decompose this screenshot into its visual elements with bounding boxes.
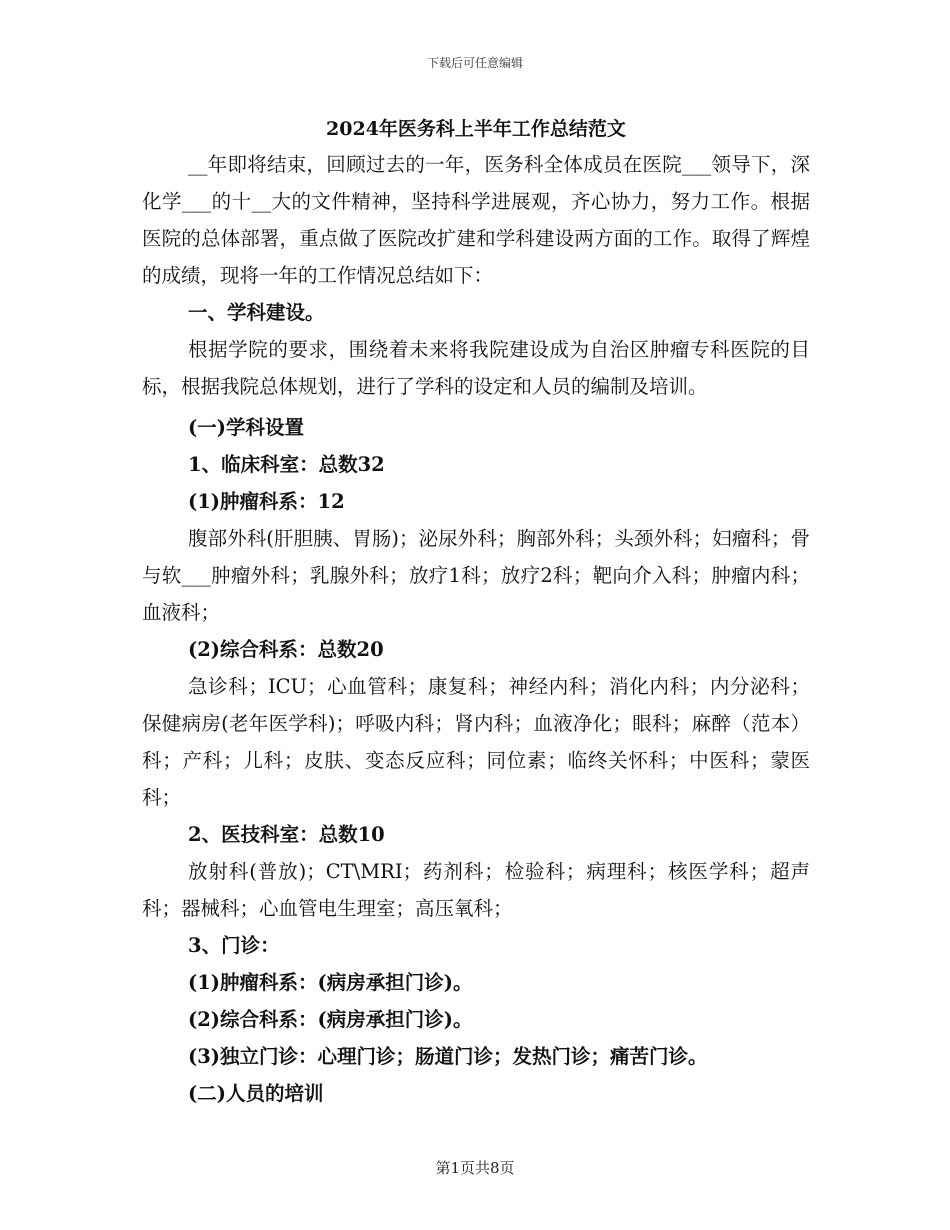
- page-header: 下载后可任意编辑: [426, 56, 523, 70]
- document-title: 2024年医务科上半年工作总结范文: [326, 118, 626, 140]
- page-footer: 第1页共8页: [435, 1159, 515, 1177]
- list-heading: 3、门诊：: [188, 934, 280, 957]
- section-paragraph: 根据学院的要求，围绕着未来将我院建设成为自治区肿瘤专科医院的目标，根据我院总体规划，进行了学科的设定和人员的编制及培训。: [142, 338, 810, 398]
- list-heading: (1)肿瘤科系：12: [188, 490, 345, 513]
- subsection-heading: (二)人员的培训: [188, 1082, 324, 1105]
- department-list: 急诊科；ICU；心血管科；康复科；神经内科；消化内科；内分泌科；保健病房(老年医学科)；呼吸内科；肾内科；血液净化；眼科；麻醉（范本）科；产科；儿科；皮肤、变态反应科；同位素；临终关怀科；中医科；蒙医科；: [142, 675, 810, 809]
- list-heading: (2)综合科系：总数20: [188, 638, 384, 661]
- list-heading: 2、医技科室：总数10: [188, 823, 385, 846]
- list-item: (1)肿瘤科系：(病房承担门诊)。: [188, 971, 473, 994]
- list-item: (3)独立门诊：心理门诊；肠道门诊；发热门诊；痛苦门诊。: [188, 1045, 708, 1068]
- department-list: 腹部外科(肝胆胰、胃肠)；泌尿外科；胸部外科；头颈外科；妇瘤科；骨与软___肿瘤外科；乳腺外科；放疗1科；放疗2科；靶向介入科；肿瘤内科；血液科；: [142, 527, 810, 624]
- department-list: 放射科(普放)；CT\MRI；药剂科；检验科；病理科；核医学科；超声科；器械科；心血管电生理室；高压氧科；: [142, 860, 810, 920]
- list-heading: 1、临床科室：总数32: [188, 453, 385, 476]
- section-heading: 一、学科建设。: [188, 301, 325, 324]
- subsection-heading: (一)学科设置: [188, 416, 304, 439]
- intro-paragraph: __年即将结束，回顾过去的一年，医务科全体成员在医院___领导下，深化学___的十__大的文件精神，坚持科学进展观，齐心协力，努力工作。根据医院的总体部署，重点做了医院改扩建和学科建设两方面的工作。取得了辉煌的成绩，现将一年的工作情况总结如下：: [142, 153, 810, 287]
- document-body: [142, 112, 810, 1112]
- list-item: (2)综合科系：(病房承担门诊)。: [188, 1008, 473, 1031]
